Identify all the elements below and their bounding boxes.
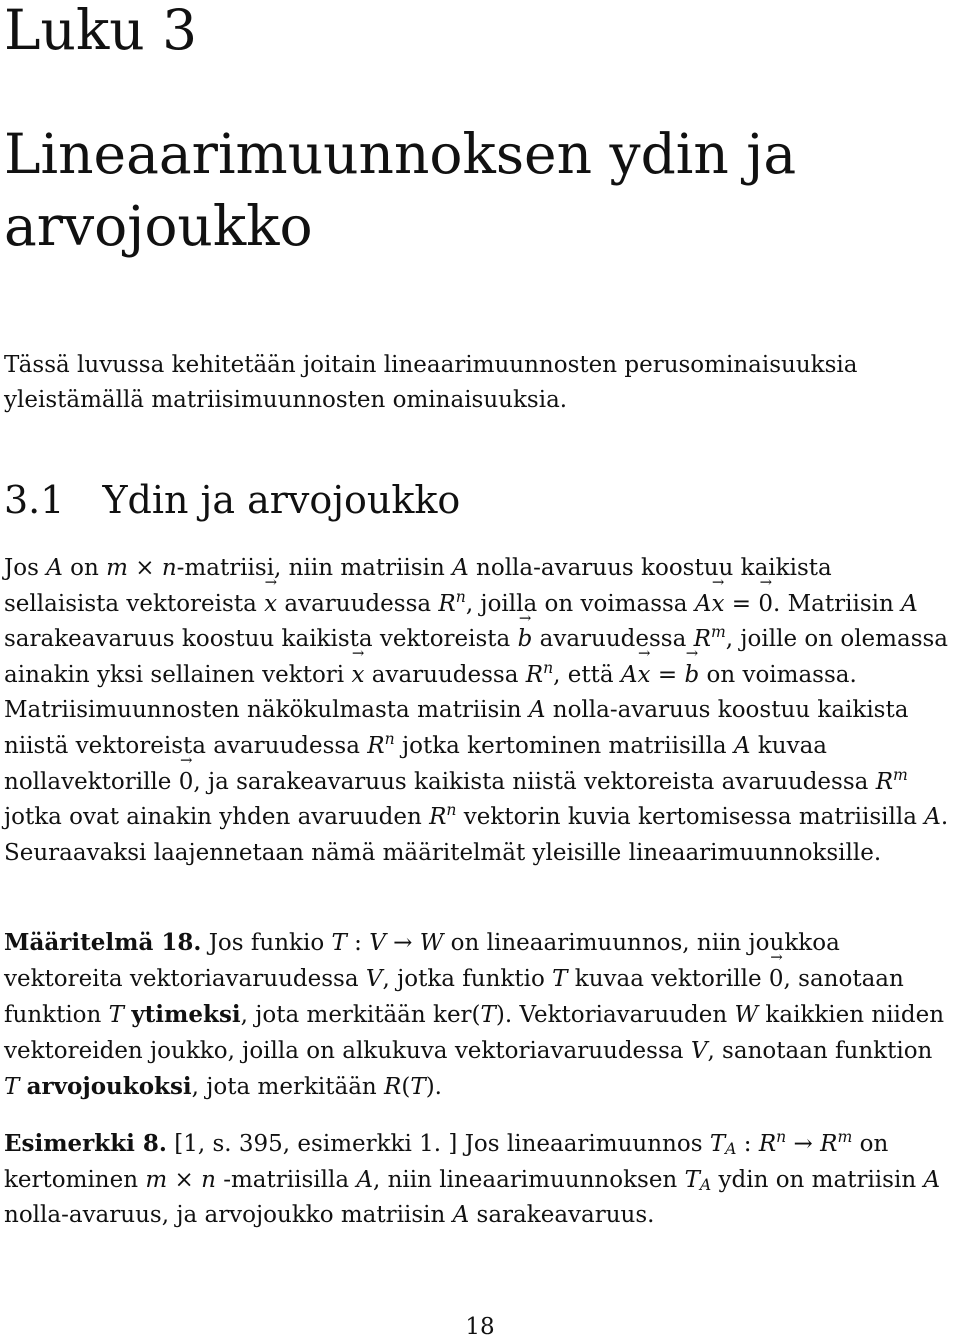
math-symbol: n — [201, 1166, 216, 1193]
text-run: ). Vektoriavaruuden — [495, 1002, 735, 1029]
math-symbol: T — [684, 1166, 700, 1193]
math-symbol: W — [734, 1002, 759, 1029]
math-symbol: A — [356, 1166, 373, 1193]
text-run: , sanotaan funktion — [4, 965, 904, 1029]
text-run: ( — [401, 1074, 411, 1101]
math-symbol: V — [690, 1037, 708, 1064]
text-run: avaruudessa — [364, 661, 526, 688]
text-run: avaruudessa — [532, 626, 694, 653]
math-symbol: R — [429, 804, 447, 831]
text-run: on voimassa. Matriisimuunnosten näkökulmasta matriisin — [4, 661, 857, 724]
math-symbol: A — [46, 555, 63, 581]
text-run: , sanotaan funktion — [707, 1037, 933, 1064]
text-run: avaruudessa — [277, 590, 439, 617]
math-superscript: n — [543, 657, 554, 677]
text-run: , joille on olemassa ainakin yksi sellainen vektori — [4, 626, 949, 688]
math-symbol: A — [733, 732, 751, 759]
text-run: , joilla on voimassa — [465, 590, 695, 617]
math-superscript: m — [893, 764, 908, 784]
math-symbol: A — [924, 804, 941, 831]
math-symbol: V — [365, 965, 383, 992]
defined-term: ytimeksi — [131, 1001, 241, 1029]
text-run: . Seuraavaksi laajennetaan nämä määritelmät yleisille lineaarimuunnoksille. — [4, 804, 949, 866]
text-run: Jos — [4, 555, 47, 581]
text-run: -matriisi, niin matriisin — [176, 555, 453, 581]
text-run: on kertominen — [4, 1131, 889, 1193]
vector-symbol: → b — [684, 658, 699, 694]
math-operator: × — [127, 555, 162, 581]
math-symbol: R — [384, 1074, 402, 1101]
text-run: , niin lineaarimuunnoksen — [372, 1166, 685, 1193]
math-symbol: R — [820, 1131, 838, 1157]
math-superscript: m — [710, 622, 726, 642]
text-run: [1, s. 395, esimerkki 1. ] Jos lineaarimuunnos — [166, 1131, 710, 1157]
vector-symbol: → b — [518, 622, 533, 658]
text-run: nolla-avaruus, ja arvojoukko matriisin — [4, 1202, 453, 1229]
math-operator: = — [650, 661, 685, 688]
math-symbol: T — [410, 1074, 426, 1101]
math-symbol: T — [480, 1002, 496, 1029]
text-run: kaikkien niiden vektoreiden joukko, joilla on alkukuva vektoriavaruudessa — [4, 1002, 945, 1064]
chapter-label: Luku 3 — [4, 0, 198, 62]
vector-symbol: → x — [351, 658, 364, 694]
defined-term: arvojoukoksi — [26, 1073, 192, 1101]
definition-label: Määritelmä 18. — [4, 929, 202, 956]
vector-symbol: → x — [638, 658, 651, 694]
vector-symbol: → x — [711, 587, 724, 623]
section-number: 3.1 — [4, 478, 65, 522]
text-run: kuvaa nollavektorille — [4, 732, 827, 795]
math-superscript: n — [455, 586, 466, 606]
text-run: . Matriisin — [772, 590, 902, 617]
text-run: Jos funkio — [201, 930, 332, 956]
math-symbol: T — [331, 930, 347, 956]
text-run: on lineaarimuunnos, niin joukkoa vektoreita vektoriavaruudessa — [4, 930, 840, 992]
math-symbol: A — [694, 590, 712, 617]
math-symbol: T — [4, 1074, 20, 1101]
math-symbol: R — [438, 590, 456, 617]
section-title: Ydin ja arvojoukko — [102, 478, 461, 522]
chapter-title-line-2: arvojoukko — [4, 194, 313, 258]
math-symbol: T — [108, 1002, 124, 1029]
page-number: 18 — [465, 1314, 495, 1340]
zero-vector-symbol: → 0 — [758, 587, 773, 623]
text-run: , jotka funktio — [382, 965, 553, 992]
text-run: , jota merkitään — [191, 1074, 385, 1101]
chapter-title-line-1: Lineaarimuunnoksen ydin ja — [4, 122, 797, 186]
zero-vector-symbol: → 0 — [769, 962, 784, 998]
math-symbol: A — [452, 1202, 470, 1229]
section-heading — [4, 478, 460, 522]
text-run: sarakeavaruus. — [469, 1202, 655, 1229]
zero-vector-symbol: → 0 — [179, 765, 194, 801]
math-symbol: A — [923, 1166, 941, 1193]
math-superscript: n — [446, 800, 457, 820]
math-symbol: T — [552, 965, 568, 992]
math-superscript: n — [776, 1126, 787, 1146]
math-symbol: R — [693, 626, 711, 653]
text-run: on — [62, 555, 107, 581]
text-run: jotka kertominen matriisilla — [394, 732, 734, 759]
example-paragraph — [4, 1126, 954, 1234]
example-label: Esimerkki 8. — [4, 1130, 167, 1157]
math-symbol: A — [528, 697, 546, 724]
math-symbol: n — [161, 555, 177, 581]
text-run: ydin on matriisin — [711, 1166, 924, 1193]
text-run: kuvaa vektorille — [567, 965, 769, 992]
math-symbol: A — [901, 590, 918, 617]
vector-symbol: → x — [264, 587, 277, 623]
text-run: nolla-avaruus koostuu kaikista sellaisista vektoreista — [4, 555, 832, 617]
text-run: , jota merkitään ker( — [240, 1002, 481, 1029]
text-run: sarakeavaruus koostuu kaikista vektoreista — [4, 626, 518, 653]
math-symbol: A — [620, 661, 638, 688]
math-operator: × — [167, 1166, 202, 1193]
math-operator: → — [385, 930, 420, 956]
math-subscript: A — [699, 1174, 712, 1194]
math-symbol: R — [758, 1131, 777, 1157]
text-run: nolla-avaruus koostuu kaikista niistä vektoreista avaruudessa — [4, 697, 909, 759]
text-run: -matriisilla — [215, 1166, 357, 1193]
text-run: jotka ovat ainakin yhden avaruuden — [4, 804, 430, 831]
math-symbol: R — [367, 732, 385, 759]
math-symbol: W — [419, 930, 444, 956]
math-superscript: n — [384, 728, 395, 748]
intro-paragraph: Tässä luvussa kehitetään joitain lineaarimuunnosten perusominaisuuksia yleistämällä matriisimuunnosten ominaisuuksia. — [4, 352, 858, 413]
text-run: , että — [553, 661, 621, 688]
text-run — [19, 1074, 26, 1100]
math-operator: : — [346, 930, 370, 956]
math-operator: → — [786, 1131, 821, 1157]
math-subscript: A — [725, 1139, 737, 1159]
text-run: , ja sarakeavaruus kaikista niistä vektoreista avaruudessa — [193, 768, 876, 795]
definition-paragraph — [4, 925, 954, 1106]
math-symbol: V — [369, 930, 386, 956]
math-symbol: A — [452, 555, 469, 581]
math-superscript: m — [837, 1126, 853, 1146]
section-paragraph — [4, 551, 954, 871]
math-symbol: R — [875, 768, 894, 795]
math-symbol: m — [145, 1166, 168, 1193]
math-operator: = — [724, 590, 759, 617]
text-run: ). — [425, 1074, 442, 1101]
math-symbol: R — [525, 661, 544, 688]
math-symbol: m — [106, 555, 128, 581]
math-operator: : — [736, 1131, 759, 1157]
math-symbol: T — [709, 1131, 726, 1157]
chapter-title — [4, 118, 944, 262]
text-run: vektorin kuvia kertomisessa matriisilla — [456, 804, 925, 831]
